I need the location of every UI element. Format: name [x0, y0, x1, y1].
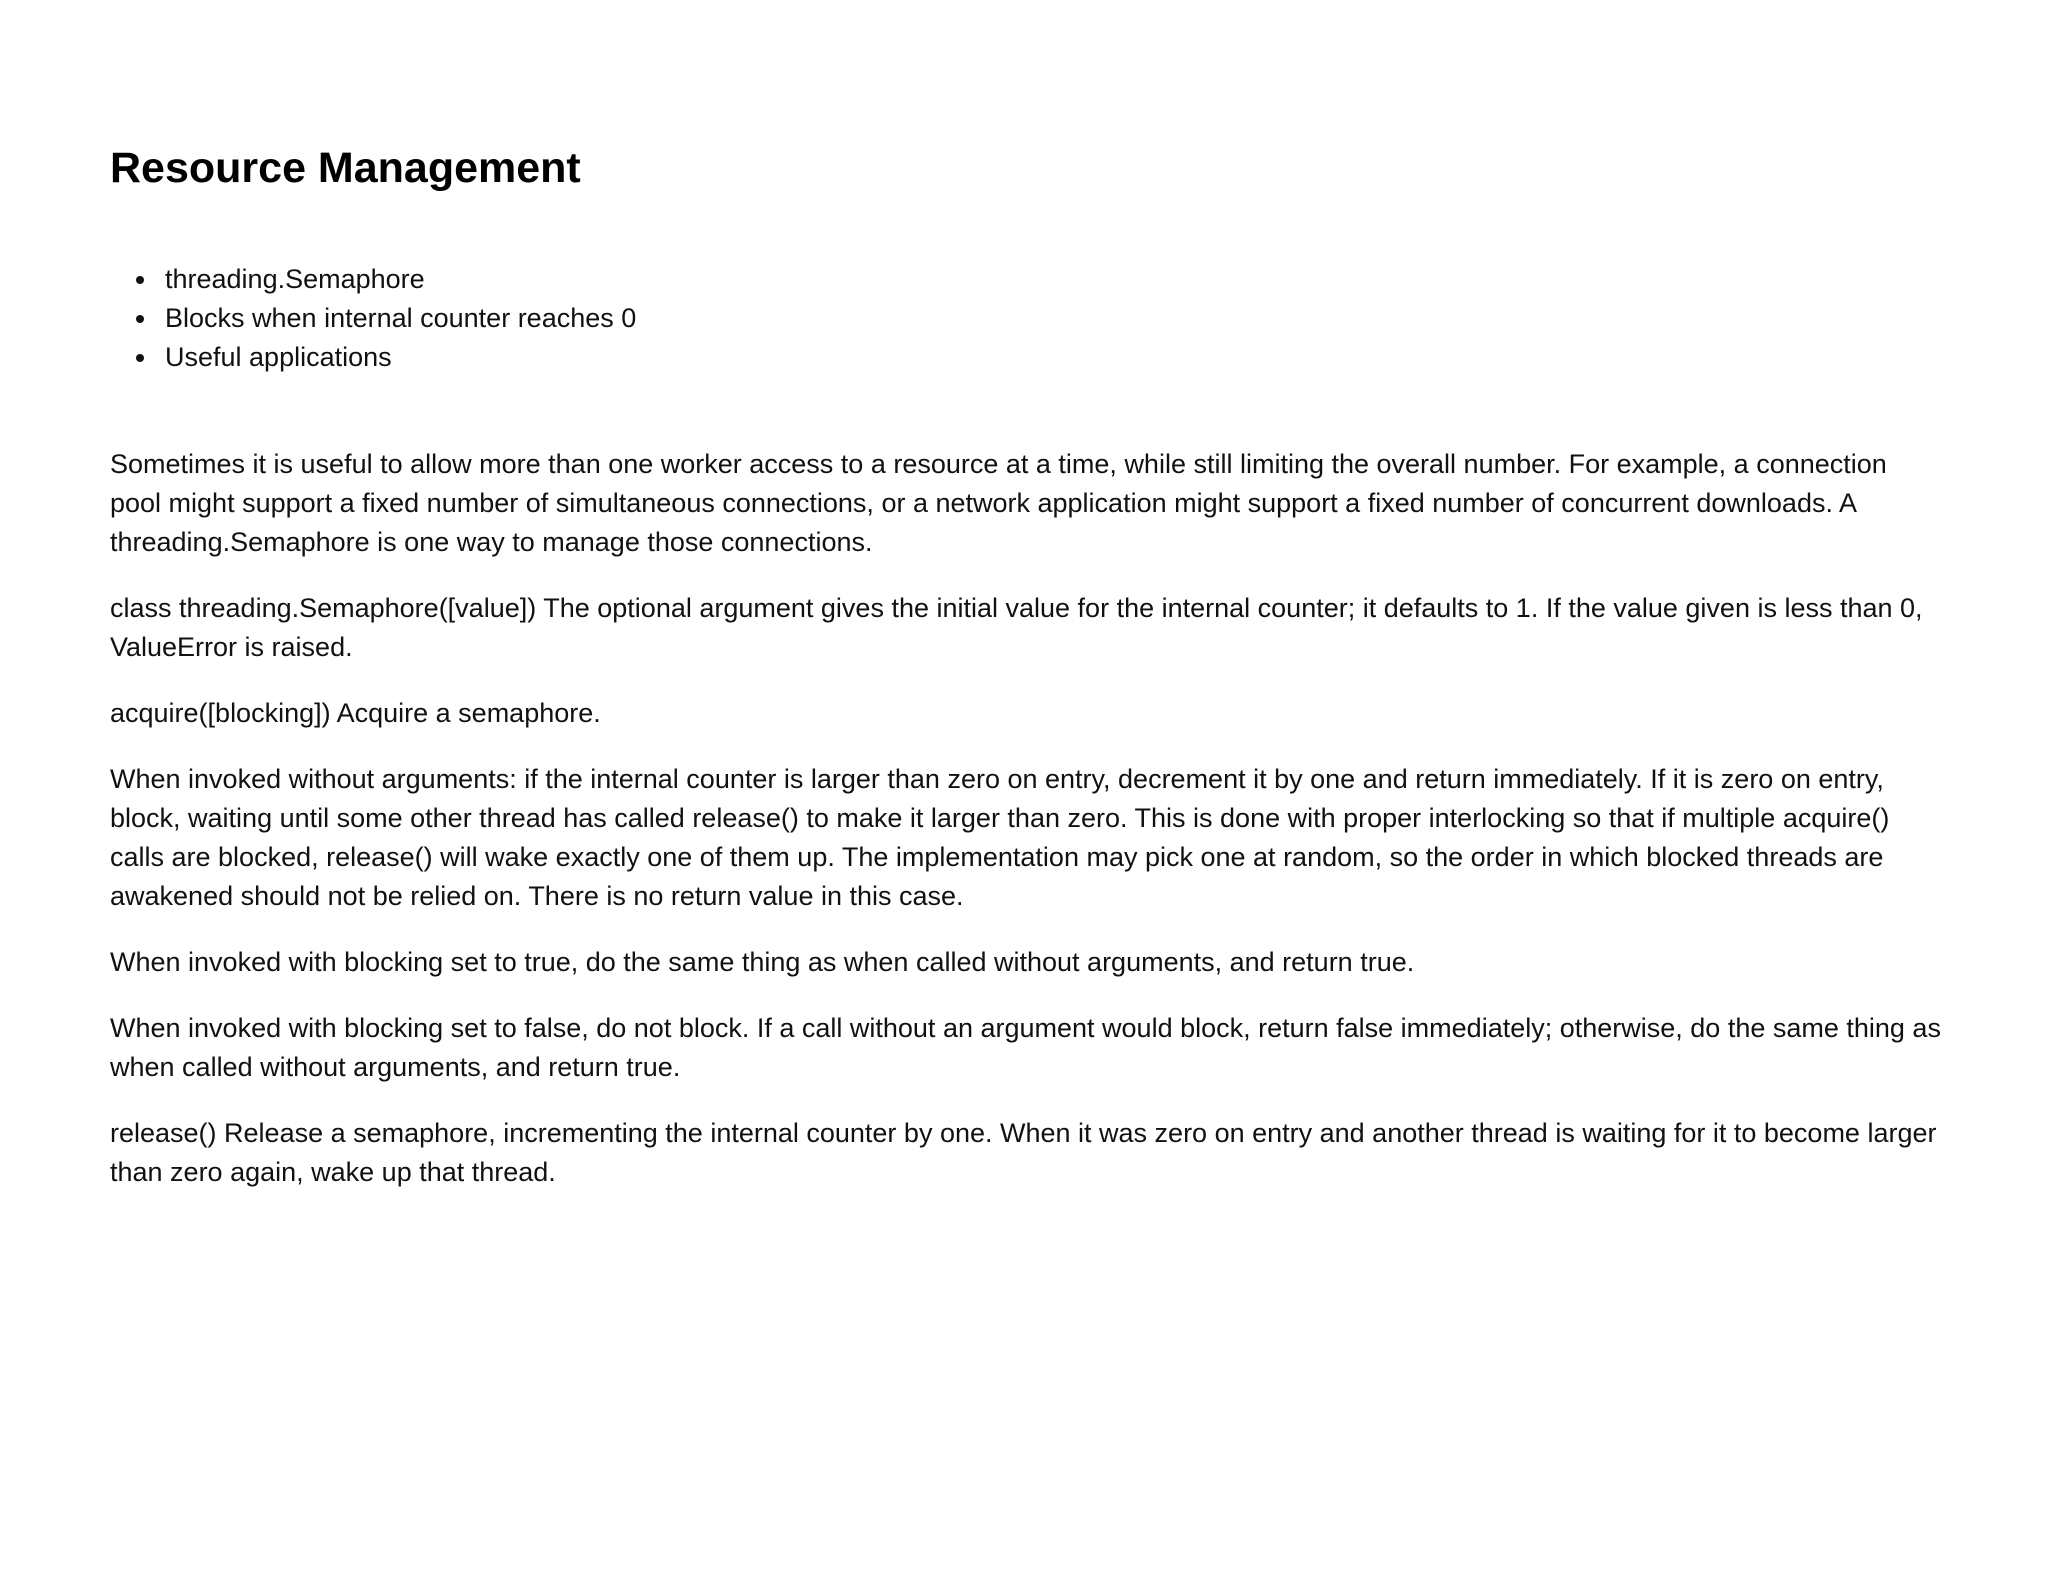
bullet-item-text: Useful applications — [165, 342, 392, 372]
bullet-item — [165, 338, 1938, 377]
bullet-item — [165, 299, 1938, 338]
bullet-item-text: Blocks when internal counter reaches 0 — [165, 303, 637, 333]
page-title: Resource Management — [110, 144, 581, 192]
bullet-list — [110, 260, 1938, 377]
bullet-item — [165, 260, 1938, 299]
paragraph-release: release() Release a semaphore, incrementing the internal counter by one. When it was zero on entry and another thread is waiting for it to become larger than zero again, wake up that thread. — [110, 1118, 1937, 1187]
bullet-item-text: threading.Semaphore — [165, 264, 425, 294]
body-text — [110, 445, 1941, 1192]
paragraph-acquire: acquire([blocking]) Acquire a semaphore. — [110, 698, 601, 728]
bullet-dot-icon — [136, 276, 144, 284]
paragraph-acquire-blocking-false: When invoked with blocking set to false, do not block. If a call without an argument would block, return false immediately; otherwise, do the same thing as when called without arguments, and return true. — [110, 1013, 1941, 1082]
paragraph-class-definition: class threading.Semaphore([value]) The optional argument gives the initial value for the internal counter; it defaults to 1. If the value given is less than 0, ValueError is raised. — [110, 593, 1923, 662]
bullet-dot-icon — [136, 315, 144, 323]
paragraph-intro: Sometimes it is useful to allow more than one worker access to a resource at a time, while still limiting the overall number. For example, a connection pool might support a fixed number of simultaneous connections, or a network application might support a fixed number of concurrent downloads. A threading.Semaphore is one way to manage those connections. — [110, 449, 1887, 557]
paragraph-acquire-blocking-true: When invoked with blocking set to true, do the same thing as when called without arguments, and return true. — [110, 947, 1415, 977]
bullet-dot-icon — [136, 354, 144, 362]
paragraph-acquire-no-args: When invoked without arguments: if the internal counter is larger than zero on entry, decrement it by one and return immediately. If it is zero on entry, block, waiting until some other thread has called release() to make it larger than zero. This is done with proper interlocking so that if multiple acquire() calls are blocked, release() will wake exactly one of them up. The implementation may pick one at random, so the order in which blocked threads are awakened should not be relied on. There is no return value in this case. — [110, 764, 1890, 911]
